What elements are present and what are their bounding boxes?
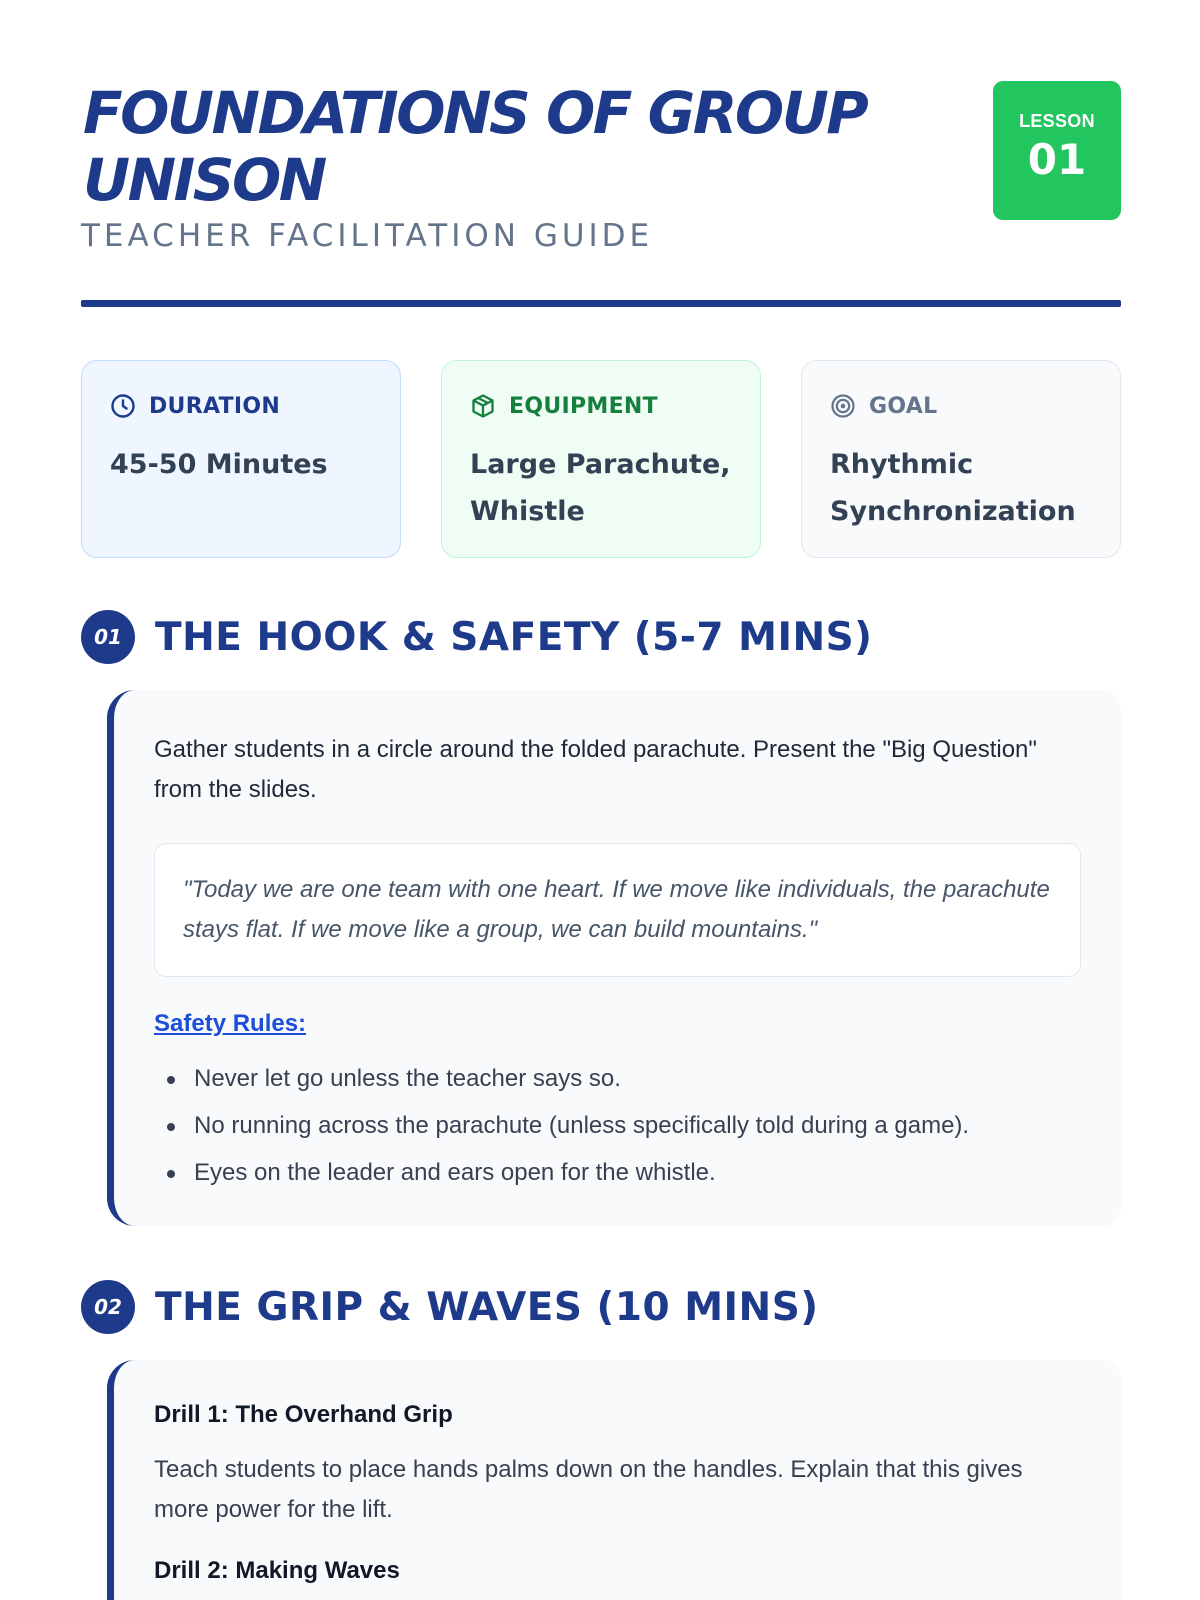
goal-label: GOAL [869,393,938,419]
page-title: FOUNDATIONS OF GROUP UNISON [83,79,867,214]
drill-1-text: Teach students to place hands palms down on the handles. Explain that this gives more power for the lift. [154,1456,1023,1523]
section-2-title: THE GRIP & WAVES (10 MINS) [155,1284,819,1330]
safety-rules-link[interactable]: Safety Rules: [154,1010,307,1037]
section-2-number: 02 [81,1280,135,1334]
equipment-card [441,360,761,558]
box-icon [470,393,496,419]
section-1-title: THE HOOK & SAFETY (5-7 MINS) [155,614,873,660]
lesson-guide-page [81,0,1121,1584]
clock-icon [110,393,136,419]
section-1-panel [107,690,1121,1226]
lesson-badge [993,81,1121,220]
section-2-panel [107,1360,1121,1600]
duration-card [81,360,401,558]
drill-2-title: Drill 2: Making Waves [154,1557,400,1584]
list-item: Never let go unless the teacher says so. [154,1055,1081,1102]
lesson-badge-label: LESSON [1019,111,1095,131]
section-1-number: 01 [81,610,135,664]
goal-card [801,360,1121,558]
section-1-intro: Gather students in a circle around the folded parachute. Present the "Big Question" from the slides. [154,736,1037,803]
list-item: No running across the parachute (unless specifically told during a game). [154,1102,1081,1149]
page-header [81,0,1121,308]
duration-label: DURATION [149,393,281,419]
header-divider [81,300,1121,307]
list-item: Eyes on the leader and ears open for the whistle. [154,1149,1081,1196]
equipment-value: Large Parachute, Whistle [470,449,731,527]
info-cards [81,360,1121,558]
duration-value: 45-50 Minutes [110,449,328,480]
section-1-header [81,610,873,664]
section-1-quote: "Today we are one team with one heart. If we move like individuals, the parachute stays flat. If we move like a group, we can build mountains." [154,843,1081,977]
section-2-header [81,1280,819,1334]
page-subtitle: TEACHER FACILITATION GUIDE [81,218,654,254]
lesson-badge-number: 01 [1027,135,1087,184]
drill-1-title: Drill 1: The Overhand Grip [154,1401,453,1428]
safety-rules-list [154,1055,1081,1196]
equipment-label: EQUIPMENT [509,393,658,419]
goal-value: Rhythmic Synchronization [830,449,1076,527]
target-icon [830,393,856,419]
